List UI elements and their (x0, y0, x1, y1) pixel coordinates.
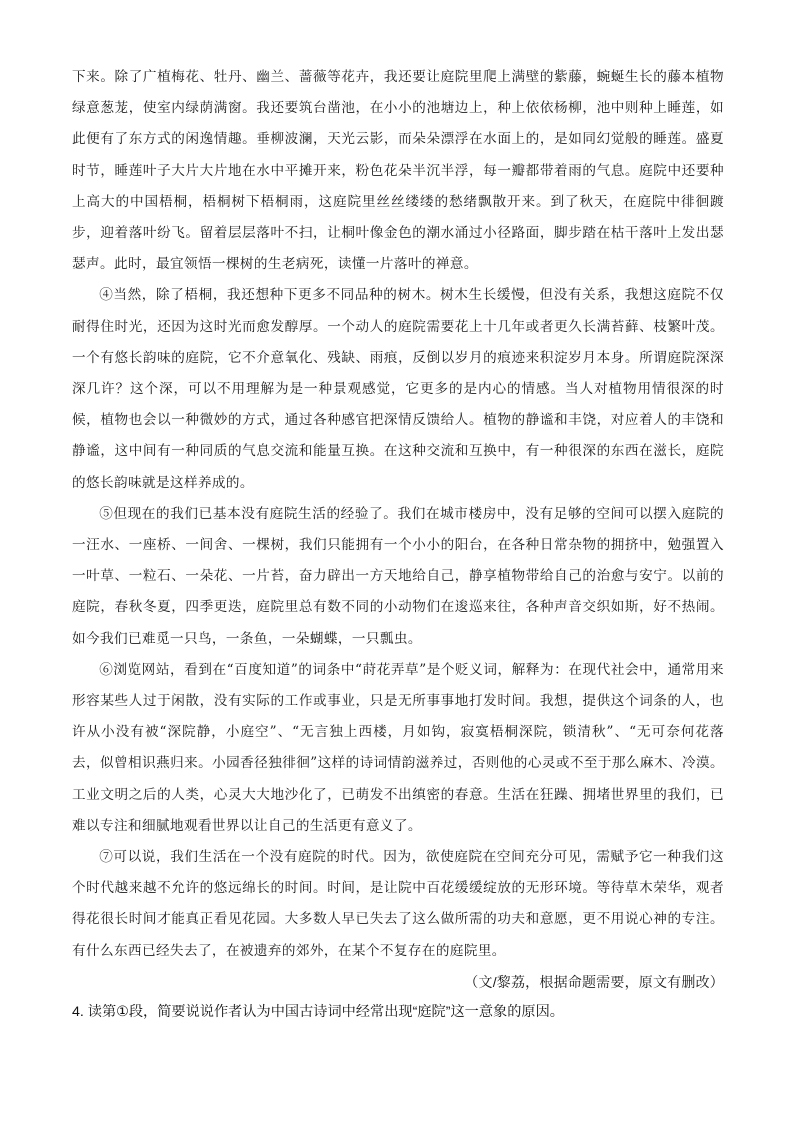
paragraph-5: ⑤但现在的我们已基本没有庭院生活的经验了。我们在城市楼房中，没有足够的空间可以摆入庭院的一汪水、一座桥、一间舍、一棵树，我们只能拥有一个小小的阳台，在各种日常杂物的拥挤中，勉强置入一叶草、一粒石、一朵花、一片苔，奋力辟出一方天地给自己，静享植物带给自己的治愈与安宁。以前的庭院，春秋冬夏，四季更迭，庭院里总有数不同的小动物们在逡巡来往，各种声音交织如斯，好不热闹。如今我们已难觅一只鸟，一条鱼，一朵蝴蝶，一只瓢虫。 (72, 505, 724, 647)
paragraph-6: ⑥浏览网站，看到在“百度知道”的词条中“莳花弄草”是个贬义词，解释为：在现代社会中，通常用来形容某些人过于闲散，没有实际的工作或事业，只是无所事事地打发时间。我想，提供这个词条的人，也许从小没有被“深院静，小庭空”、“无言独上西楼，月如钩，寂寞梧桐深院，锁清秋”、“无可奈何花落去，似曾相识燕归来。小园香径独徘徊”这样的诗词情韵滋养过，否则他的心灵或不至于那么麻木、冷漠。工业文明之后的人类，心灵大大地沙化了，已萌发不出缜密的春意。生活在狂躁、拥堵世界里的我们，已难以专注和细腻地观看世界以让自己的生活更有意义了。 (72, 661, 724, 834)
paragraph-3-continued: 下来。除了广植梅花、牡丹、幽兰、蔷薇等花卉，我还要让庭院里爬上满壁的紫藤，蜿蜒生长的藤本植物绿意葱茏，使室内绿荫满窗。我还要筑台凿池，在小小的池塘边上，种上依依杨柳，池中则种上睡莲，如此便有了东方式的闲逸情趣。垂柳波澜，天光云影，而朵朵漂浮在水面上的，是如同幻觉般的睡莲。盛夏时节，睡莲叶子大片大片地在水中平摊开来，粉色花朵半沉半浮，每一瓣都带着雨的气息。庭院中还要种上高大的中国梧桐，梧桐树下梧桐雨，这庭院里丝丝缕缕的愁绪飘散开来。到了秋天，在庭院中徘徊踱步，迎着落叶纷飞。留着层层落叶不扫，让桐叶像金色的潮水涌过小径路面，脚步踏在枯干落叶上发出瑟瑟声。此时，最宜领悟一棵树的生老病死，读懂一片落叶的禅意。 (72, 69, 724, 273)
question-4: 4. 读第①段，简要说说作者认为中国古诗词中经常出现“庭院”这一意象的原因。 (72, 1004, 564, 1020)
article-body (72, 62, 724, 998)
paragraph-4: ④当然，除了梧桐，我还想种下更多不同品种的树木。树木生长缓慢，但没有关系，我想这庭院不仅耐得住时光，还因为这时光而愈发醇厚。一个动人的庭院需要花上十几年或者更久长满苔藓、枝繁叶茂。一个有悠长韵味的庭院，它不介意氧化、残缺、雨痕，反倒以岁月的痕迹来积淀岁月本身。所谓庭院深深深几许？这个深，可以不用理解为是一种景观感觉，它更多的是内心的情感。当人对植物用情很深的时候，植物也会以一种微妙的方式，通过各种感官把深情反馈给人。植物的静谧和丰饶，对应着人的丰饶和静谧，这中间有一种同质的气息交流和能量互换。在这种交流和互换中，有一种很深的东西在滋长，庭院的悠长韵味就是这样养成的。 (72, 287, 724, 491)
paragraph-7: ⑦可以说，我们生活在一个没有庭院的时代。因为，欲使庭院在空间充分可见，需赋予它一种我们这个时代越来越不允许的悠远绵长的时间。时间，是让院中百花缓缓绽放的无形环境。等待草木荣华，观者得花很长时间才能真正看见花园。大多数人早已失去了这么做所需的功夫和意愿，更不用说心神的专注。有什么东西已经失去了，在被遗弃的郊外，在某个不复存在的庭院里。 (72, 849, 724, 959)
source-note: （文/黎荔，根据命题需要，原文有删改） (464, 973, 724, 990)
